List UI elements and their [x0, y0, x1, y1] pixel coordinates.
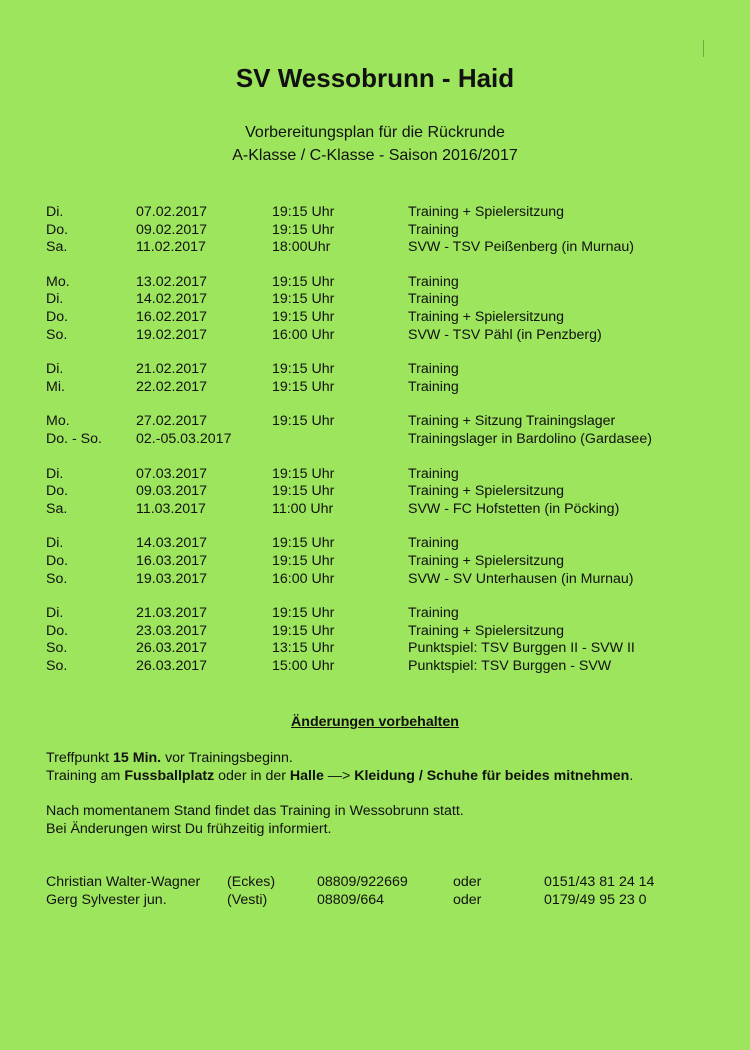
contact-list [46, 874, 726, 909]
schedule-date: 14.02.2017 [136, 291, 208, 308]
schedule-event: Training [408, 273, 459, 290]
schedule-row [46, 239, 726, 257]
schedule-event: Training + Spielersitzung [408, 483, 565, 500]
venue-period: . [629, 767, 634, 784]
schedule-week-group [46, 605, 726, 675]
schedule-row [46, 623, 726, 641]
schedule-day: Di. [46, 605, 64, 622]
contact-nickname: (Eckes) [227, 874, 276, 890]
schedule-event: Trainingslager in Bardolino (Gardasee) [408, 430, 652, 447]
meeting-text: Treffpunkt [46, 750, 114, 766]
schedule-date: 16.02.2017 [136, 308, 208, 325]
page-title: SV Wessobrunn - Haid [235, 63, 515, 93]
venue-text: Training am [46, 767, 125, 784]
location-info [46, 803, 464, 838]
schedule-time: 18:00Uhr [272, 239, 331, 256]
schedule-day: Do. [46, 552, 69, 569]
schedule-event: Training [408, 221, 459, 238]
schedule-time: 11:00 Uhr [272, 500, 334, 517]
schedule-event: SVW - TSV Pähl (in Penzberg) [408, 326, 602, 343]
schedule-event: Training + Sitzung Trainingslager [408, 413, 616, 430]
schedule-date: 11.02.2017 [136, 239, 206, 256]
schedule-row [46, 605, 726, 623]
schedule-week-group [46, 361, 726, 396]
schedule-date: 26.03.2017 [136, 657, 208, 674]
schedule-day: Di. [46, 465, 64, 482]
schedule-event: Training [408, 378, 459, 395]
schedule-week-group [46, 413, 726, 448]
schedule-row [46, 483, 726, 501]
schedule-day: Sa. [46, 500, 68, 517]
schedule-day: Mo. [46, 273, 70, 290]
schedule-date: 23.03.2017 [136, 622, 208, 639]
schedule-event: SVW - TSV Peißenberg (in Murnau) [408, 239, 635, 256]
schedule-date: 11.03.2017 [136, 500, 206, 517]
contact-mobile: 0151/43 81 24 14 [544, 874, 655, 890]
schedule-time: 13:15 Uhr [272, 640, 335, 657]
schedule-day: Di. [46, 291, 64, 308]
schedule-date: 09.03.2017 [136, 483, 208, 500]
contact-nickname: (Vesti) [227, 891, 268, 908]
schedule-time: 16:00 Uhr [272, 570, 335, 587]
schedule-row [46, 361, 726, 379]
schedule-day: Do. [46, 483, 69, 500]
schedule-event: Training [408, 605, 459, 622]
schedule-row [46, 327, 726, 345]
schedule-date: 26.03.2017 [136, 640, 208, 657]
schedule-date: 09.02.2017 [136, 221, 208, 238]
schedule-row [46, 535, 726, 553]
schedule-day: Mo. [46, 413, 70, 430]
schedule-time: 19:15 Uhr [272, 378, 335, 395]
schedule-row [46, 379, 726, 397]
contact-mobile: 0179/49 95 23 0 [544, 891, 647, 908]
schedule-event: Training + Spielersitzung [408, 552, 565, 569]
contact-name: Christian Walter-Wagner [46, 874, 201, 890]
schedule-row [46, 204, 726, 222]
schedule-event: SVW - SV Unterhausen (in Murnau) [408, 570, 634, 587]
schedule-day: Di. [46, 535, 64, 552]
schedule-day: Do. [46, 221, 69, 238]
schedule-week-group [46, 204, 726, 257]
schedule-time: 19:15 Uhr [272, 204, 335, 220]
schedule-row [46, 222, 726, 240]
contact-row [46, 892, 726, 910]
schedule-row [46, 658, 726, 676]
schedule-day: Sa. [46, 239, 68, 256]
schedule-day: So. [46, 570, 68, 587]
schedule-time: 19:15 Uhr [272, 273, 335, 290]
schedule-date: 07.02.2017 [136, 204, 208, 220]
schedule-row [46, 413, 726, 431]
schedule-time: 19:15 Uhr [272, 535, 335, 552]
schedule-date: 13.02.2017 [136, 273, 208, 290]
schedule-date: 21.02.2017 [136, 361, 208, 378]
schedule-day: Mi. [46, 378, 65, 395]
meeting-text-end: vor Trainingsbeginn. [161, 750, 293, 766]
contact-row [46, 874, 726, 892]
venue-field-emph: Fussballplatz [124, 767, 215, 784]
meeting-time-emph: 15 Min. [113, 750, 162, 766]
page-edge-mark [703, 40, 704, 57]
schedule-date: 16.03.2017 [136, 552, 208, 569]
schedule-day: Do. [46, 622, 69, 639]
contact-phone: 08809/922669 [317, 874, 408, 890]
venue-arrow: —> [323, 767, 355, 784]
schedule-time: 19:15 Uhr [272, 291, 335, 308]
schedule-row [46, 466, 726, 484]
changes-notice: Änderungen vorbehalten [291, 714, 459, 730]
schedule-date: 14.03.2017 [136, 535, 208, 552]
schedule-event: Training + Spielersitzung [408, 308, 565, 325]
schedule-row [46, 274, 726, 292]
schedule-day: So. [46, 326, 68, 343]
schedule-table [46, 204, 726, 692]
schedule-day: Di. [46, 204, 64, 220]
schedule-date: 22.02.2017 [136, 378, 208, 395]
schedule-time: 16:00 Uhr [272, 326, 335, 343]
schedule-week-group [46, 274, 726, 344]
contact-phone: 08809/664 [317, 891, 385, 908]
schedule-day: So. [46, 640, 68, 657]
subtitle-season: A-Klasse / C-Klasse - Saison 2016/2017 [232, 147, 518, 164]
schedule-week-group [46, 535, 726, 588]
schedule-time: 19:15 Uhr [272, 622, 335, 639]
schedule-date: 19.03.2017 [136, 570, 208, 587]
schedule-event: Punktspiel: TSV Burggen - SVW [408, 657, 612, 674]
schedule-event: Punktspiel: TSV Burggen II - SVW II [408, 640, 635, 657]
venue-clothing-emph: Kleidung / Schuhe für beides mitnehmen [354, 767, 630, 784]
schedule-day: Di. [46, 361, 64, 378]
schedule-row [46, 431, 726, 449]
changes-line: Bei Änderungen wirst Du frühzeitig informiert. [46, 820, 332, 837]
schedule-date: 19.02.2017 [136, 326, 208, 343]
schedule-date: 27.02.2017 [136, 413, 208, 430]
meeting-line [46, 750, 633, 768]
schedule-time: 19:15 Uhr [272, 361, 335, 378]
location-line: Nach momentanem Stand findet das Training in Wessobrunn statt. [46, 803, 464, 819]
schedule-time: 19:15 Uhr [272, 221, 335, 238]
schedule-row [46, 291, 726, 309]
schedule-event: Training + Spielersitzung [408, 204, 565, 220]
schedule-day: Do. [46, 308, 69, 325]
schedule-event: Training [408, 361, 459, 378]
subtitle-plan: Vorbereitungsplan für die Rückrunde [245, 124, 505, 141]
schedule-event: Training [408, 535, 459, 552]
schedule-time: 19:15 Uhr [272, 605, 335, 622]
schedule-day: Do. - So. [46, 430, 102, 447]
schedule-day: So. [46, 657, 68, 674]
venue-text-mid: oder in der [214, 767, 290, 784]
contact-or: oder [453, 874, 482, 890]
schedule-time: 15:00 Uhr [272, 657, 335, 674]
schedule-date: 02.-05.03.2017 [136, 430, 232, 447]
contact-or: oder [453, 891, 482, 908]
schedule-time: 19:15 Uhr [272, 465, 335, 482]
schedule-time: 19:15 Uhr [272, 552, 335, 569]
schedule-time: 19:15 Uhr [272, 413, 335, 430]
schedule-date: 21.03.2017 [136, 605, 208, 622]
schedule-event: Training [408, 465, 459, 482]
schedule-row [46, 501, 726, 519]
schedule-week-group [46, 466, 726, 519]
contact-name: Gerg Sylvester jun. [46, 891, 167, 908]
venue-line [46, 768, 633, 786]
schedule-time: 19:15 Uhr [272, 483, 335, 500]
meeting-info [46, 750, 633, 785]
schedule-date: 07.03.2017 [136, 465, 208, 482]
schedule-row [46, 571, 726, 589]
schedule-event: SVW - FC Hofstetten (in Pöcking) [408, 500, 620, 517]
schedule-row [46, 553, 726, 571]
schedule-row [46, 640, 726, 658]
schedule-event: Training [408, 291, 459, 308]
schedule-time: 19:15 Uhr [272, 308, 335, 325]
schedule-row [46, 309, 726, 327]
schedule-event: Training + Spielersitzung [408, 622, 565, 639]
venue-hall-emph: Halle [289, 767, 324, 784]
